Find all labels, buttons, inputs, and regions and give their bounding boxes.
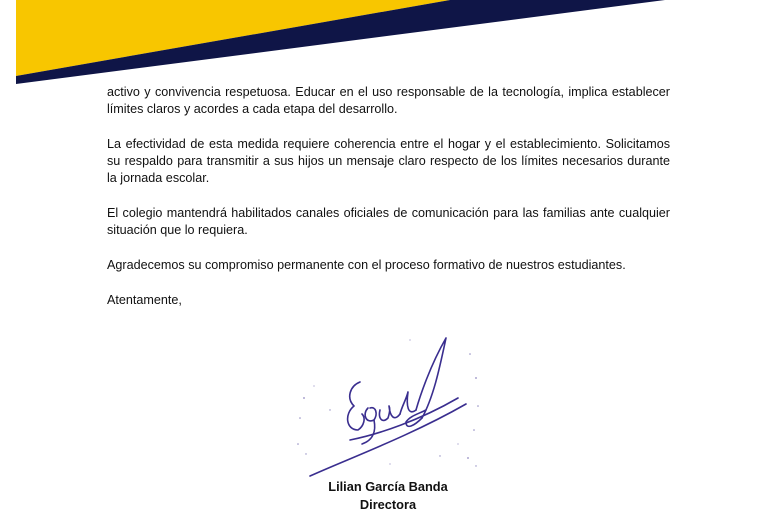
paragraph-channels: El colegio mantendrá habilitados canales oficiales de comunicación para las familias ante cualquier situación que lo requiera. xyxy=(107,206,670,238)
letter-body xyxy=(107,84,670,326)
closing-salutation: Atentamente, xyxy=(107,292,182,307)
handwritten-signature xyxy=(290,326,485,481)
signer-role: Directora xyxy=(359,497,417,512)
paragraph-technology: activo y convivencia respetuosa. Educar en el uso responsable de la tecnología, implica establecer límites claros y acordes a cada etapa del desarrollo. xyxy=(107,85,670,117)
paragraph-effectiveness: La efectividad de esta medida requiere coherencia entre el hogar y el establecimiento. Solicitamos su respaldo para transmitir a sus hijos un mensaje claro respecto de los límites necesarios durante la jornada escolar. xyxy=(107,136,670,186)
paragraph-thanks: Agradecemos su compromiso permanente con el proceso formativo de nuestros estudiantes. xyxy=(107,257,626,272)
signer-block xyxy=(288,478,488,514)
signer-name: Lilian García Banda xyxy=(328,479,448,494)
header-banner xyxy=(0,0,774,90)
